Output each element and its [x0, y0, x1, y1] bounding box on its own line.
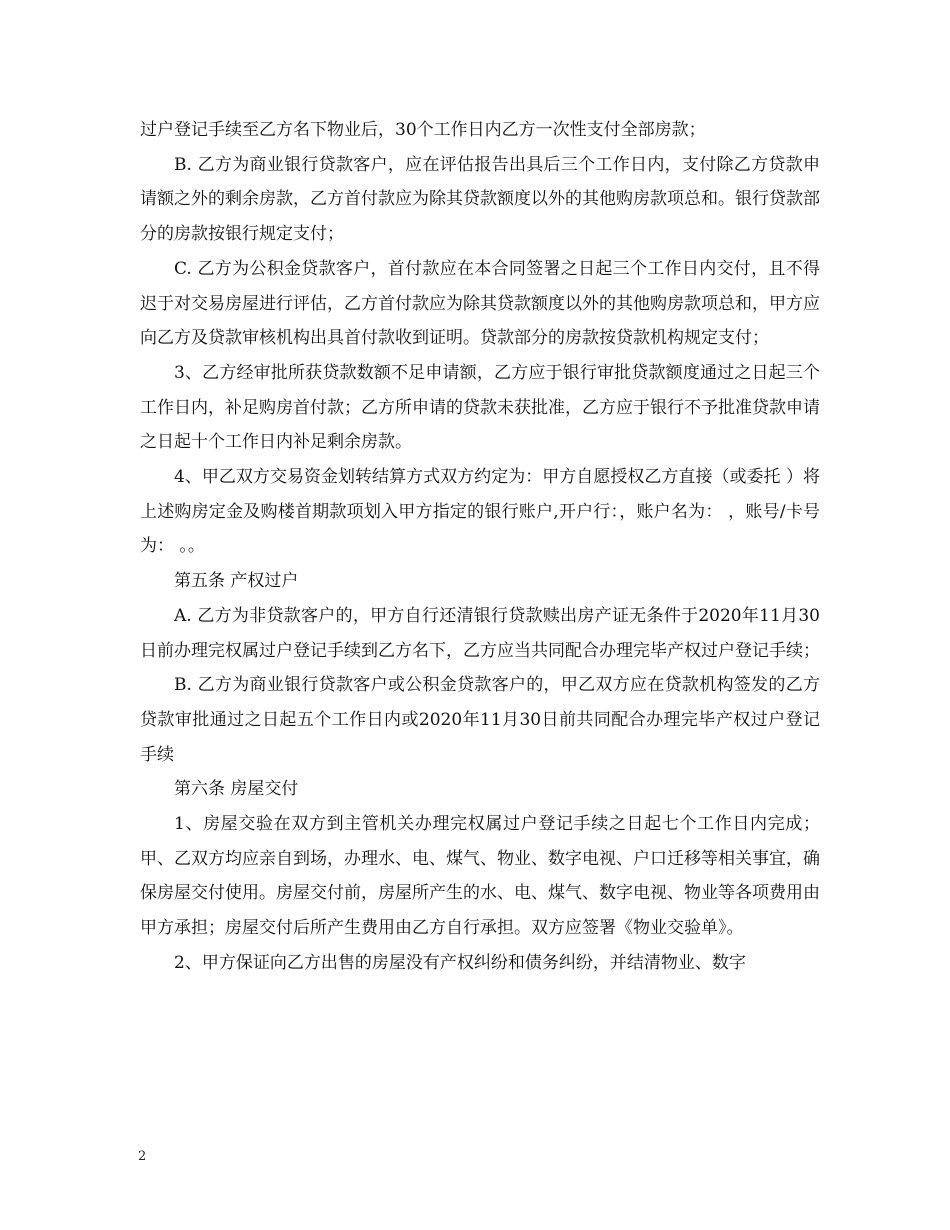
- paragraph-clause-c-provident-fund: C. 乙方为公积金贷款客户，首付款应在本合同签署之日起三个工作日内交付，且不得迟于对交易房屋进行评估，乙方首付款应为除其贷款额度以外的其他购房款项总和，甲方应向乙方及贷款审核机构出具首付款收到证明。贷款部分的房款按贷款机构规定支付；: [140, 258, 820, 349]
- paragraph-item-4-fund-transfer: 4、甲乙双方交易资金划转结算方式双方约定为：甲方自愿授权乙方直接（或委托 ）将上述购房定金及购楼首期款项划入甲方指定的银行账户,开户行：，账户名为： ，账号/卡号为： 。。: [140, 467, 820, 557]
- paragraph-item-3-loan-shortfall: 3、乙方经审批所获贷款数额不足申请额，乙方应于银行审批贷款额度通过之日起三个工作日内，补足购房首付款；乙方所申请的贷款未获批准，乙方应于银行不予批准贷款申请之日起十个工作日内补足剩余房款。: [140, 362, 820, 453]
- paragraph-article-5-a: A. 乙方为非贷款客户的，甲方自行还清银行贷款赎出房产证无条件于2020年11月30日前办理完权属过户登记手续到乙方名下，乙方应当共同配合办理完毕产权过户登记手续；: [140, 605, 820, 661]
- paragraph-article-6-item-1: 1、房屋交验在双方到主管机关办理完权属过户登记手续之日起七个工作日内完成；甲、乙双方均应亲自到场，办理水、电、煤气、物业、数字电视、户口迁移等相关事宜，确保房屋交付使用。房屋交付前，房屋所产生的水、电、煤气、数字电视、物业等各项费用由甲方承担；房屋交付后所产生费用由乙方自行承担。双方应签署《物业交验单》。: [140, 814, 820, 939]
- paragraph-article-6-item-2: 2、甲方保证向乙方出售的房屋没有产权纠纷和债务纠纷，并结清物业、数字: [174, 952, 746, 973]
- page-number: 2: [138, 1149, 147, 1164]
- section-heading-article-5: 第五条 产权过户: [174, 571, 299, 592]
- paragraph-article-5-b: B. 乙方为商业银行贷款客户或公积金贷款客户的，甲乙双方应在贷款机构签发的乙方贷款审批通过之日起五个工作日内或2020年11月30日前共同配合办理完毕产权过户登记手续: [140, 675, 820, 765]
- section-heading-article-6: 第六条 房屋交付: [174, 779, 299, 800]
- paragraph-continued-transfer: 过户登记手续至乙方名下物业后，30个工作日内乙方一次性支付全部房款；: [140, 120, 706, 140]
- paragraph-clause-b-commercial-loan: B. 乙方为商业银行贷款客户，应在评估报告出具后三个工作日内，支付除乙方贷款申请额之外的剩余房款，乙方首付款应为除其贷款额度以外的其他购房款项总和。银行贷款部分的房款按银行规定支付；: [140, 154, 820, 245]
- document-body: [140, 113, 820, 981]
